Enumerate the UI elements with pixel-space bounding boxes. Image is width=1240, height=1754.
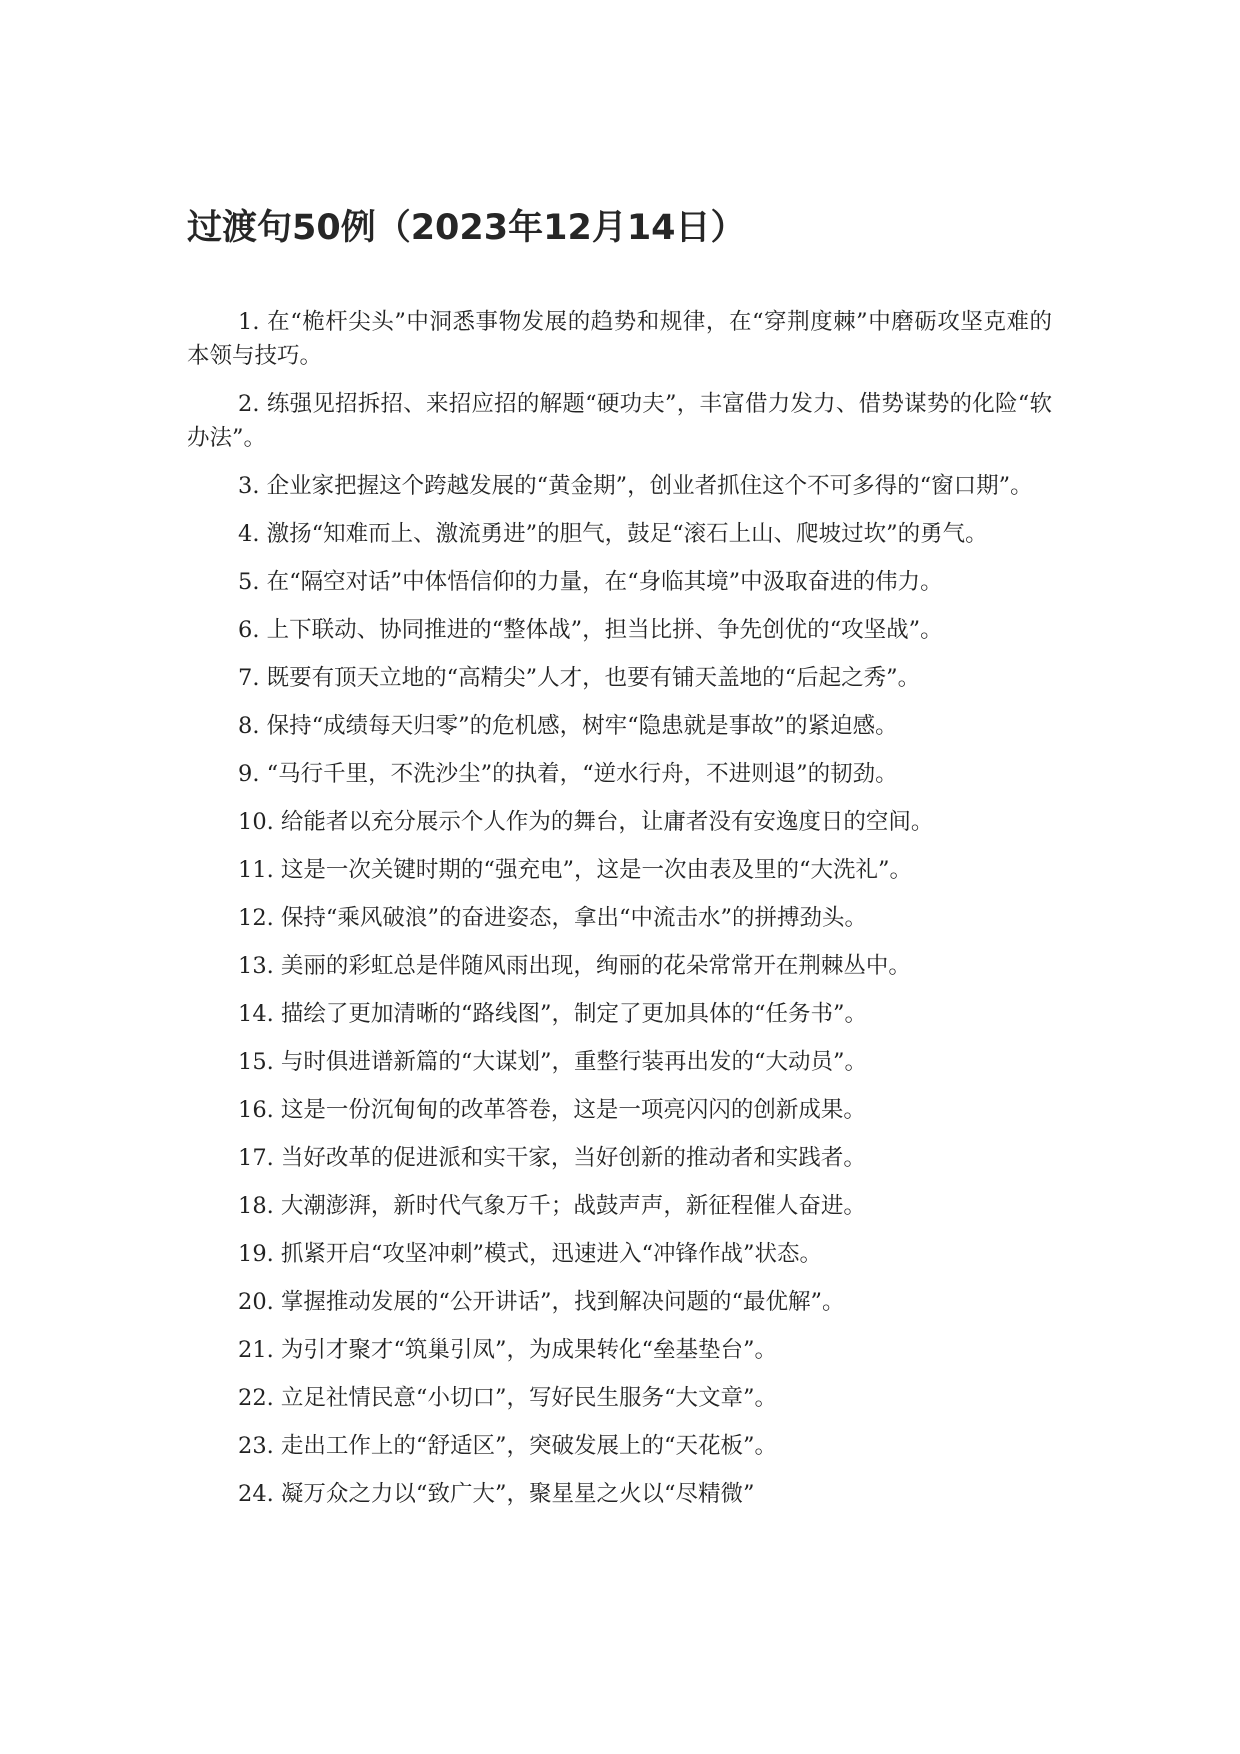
list-item: 11. 这是一次关键时期的“强充电”，这是一次由表及里的“大洗礼”。 <box>238 857 912 883</box>
list-item: 24. 凝万众之力以“致广大”，聚星星之火以“尽精微” <box>238 1481 755 1507</box>
list-item: 8. 保持“成绩每天归零”的危机感，树牢“隐患就是事故”的紧迫感。 <box>238 713 898 739</box>
list-item: 16. 这是一份沉甸甸的改革答卷，这是一项亮闪闪的创新成果。 <box>238 1097 866 1123</box>
list-item: 4. 激扬“知难而上、激流勇进”的胆气，鼓足“滚石上山、爬坡过坎”的勇气。 <box>238 521 988 547</box>
list-item: 14. 描绘了更加清晰的“路线图”，制定了更加具体的“任务书”。 <box>238 1001 867 1027</box>
list-item: 10. 给能者以充分展示个人作为的舞台，让庸者没有安逸度日的空间。 <box>238 809 934 835</box>
list-item: 9. “马行千里，不洗沙尘”的执着，“逆水行舟，不进则退”的韧劲。 <box>238 761 898 787</box>
list-item: 19. 抓紧开启“攻坚冲刺”模式，迅速进入“冲锋作战”状态。 <box>238 1241 822 1267</box>
list-item: 13. 美丽的彩虹总是伴随风雨出现，绚丽的花朵常常开在荆棘丛中。 <box>238 953 911 979</box>
list-item: 7. 既要有顶天立地的“高精尖”人才，也要有铺天盖地的“后起之秀”。 <box>238 665 921 691</box>
list-item: 20. 掌握推动发展的“公开讲话”，找到解决问题的“最优解”。 <box>238 1289 845 1315</box>
list-item: 3. 企业家把握这个跨越发展的“黄金期”，创业者抓住这个不可多得的“窗口期”。 <box>238 473 1033 499</box>
list-item: 1. 在“桅杆尖头”中洞悉事物发展的趋势和规律，在“穿荆度棘”中磨砺攻坚克难的本领与技巧。 <box>187 309 1052 369</box>
list-item: 6. 上下联动、协同推进的“整体战”，担当比拼、争先创优的“攻坚战”。 <box>238 617 943 643</box>
list-item: 2. 练强见招拆招、来招应招的解题“硬功夫”，丰富借力发力、借势谋势的化险“软办法”。 <box>187 391 1052 451</box>
list-item: 18. 大潮澎湃，新时代气象万千；战鼓声声，新征程催人奋进。 <box>238 1193 866 1219</box>
list-item: 5. 在“隔空对话”中体悟信仰的力量，在“身临其境”中汲取奋进的伟力。 <box>238 569 943 595</box>
list-item: 21. 为引才聚才“筑巢引凤”，为成果转化“垒基垫台”。 <box>238 1337 777 1363</box>
list-item: 17. 当好改革的促进派和实干家，当好创新的推动者和实践者。 <box>238 1145 866 1171</box>
list-item: 22. 立足社情民意“小切口”，写好民生服务“大文章”。 <box>238 1385 777 1411</box>
list-item: 12. 保持“乘风破浪”的奋进姿态，拿出“中流击水”的拼搏劲头。 <box>238 905 867 931</box>
transition-sentence-list <box>187 305 1052 1525</box>
list-item: 23. 走出工作上的“舒适区”，突破发展上的“天花板”。 <box>238 1433 777 1459</box>
list-item: 15. 与时俱进谱新篇的“大谋划”，重整行装再出发的“大动员”。 <box>238 1049 867 1075</box>
document-title: 过渡句50例（2023年12月14日） <box>187 208 746 248</box>
